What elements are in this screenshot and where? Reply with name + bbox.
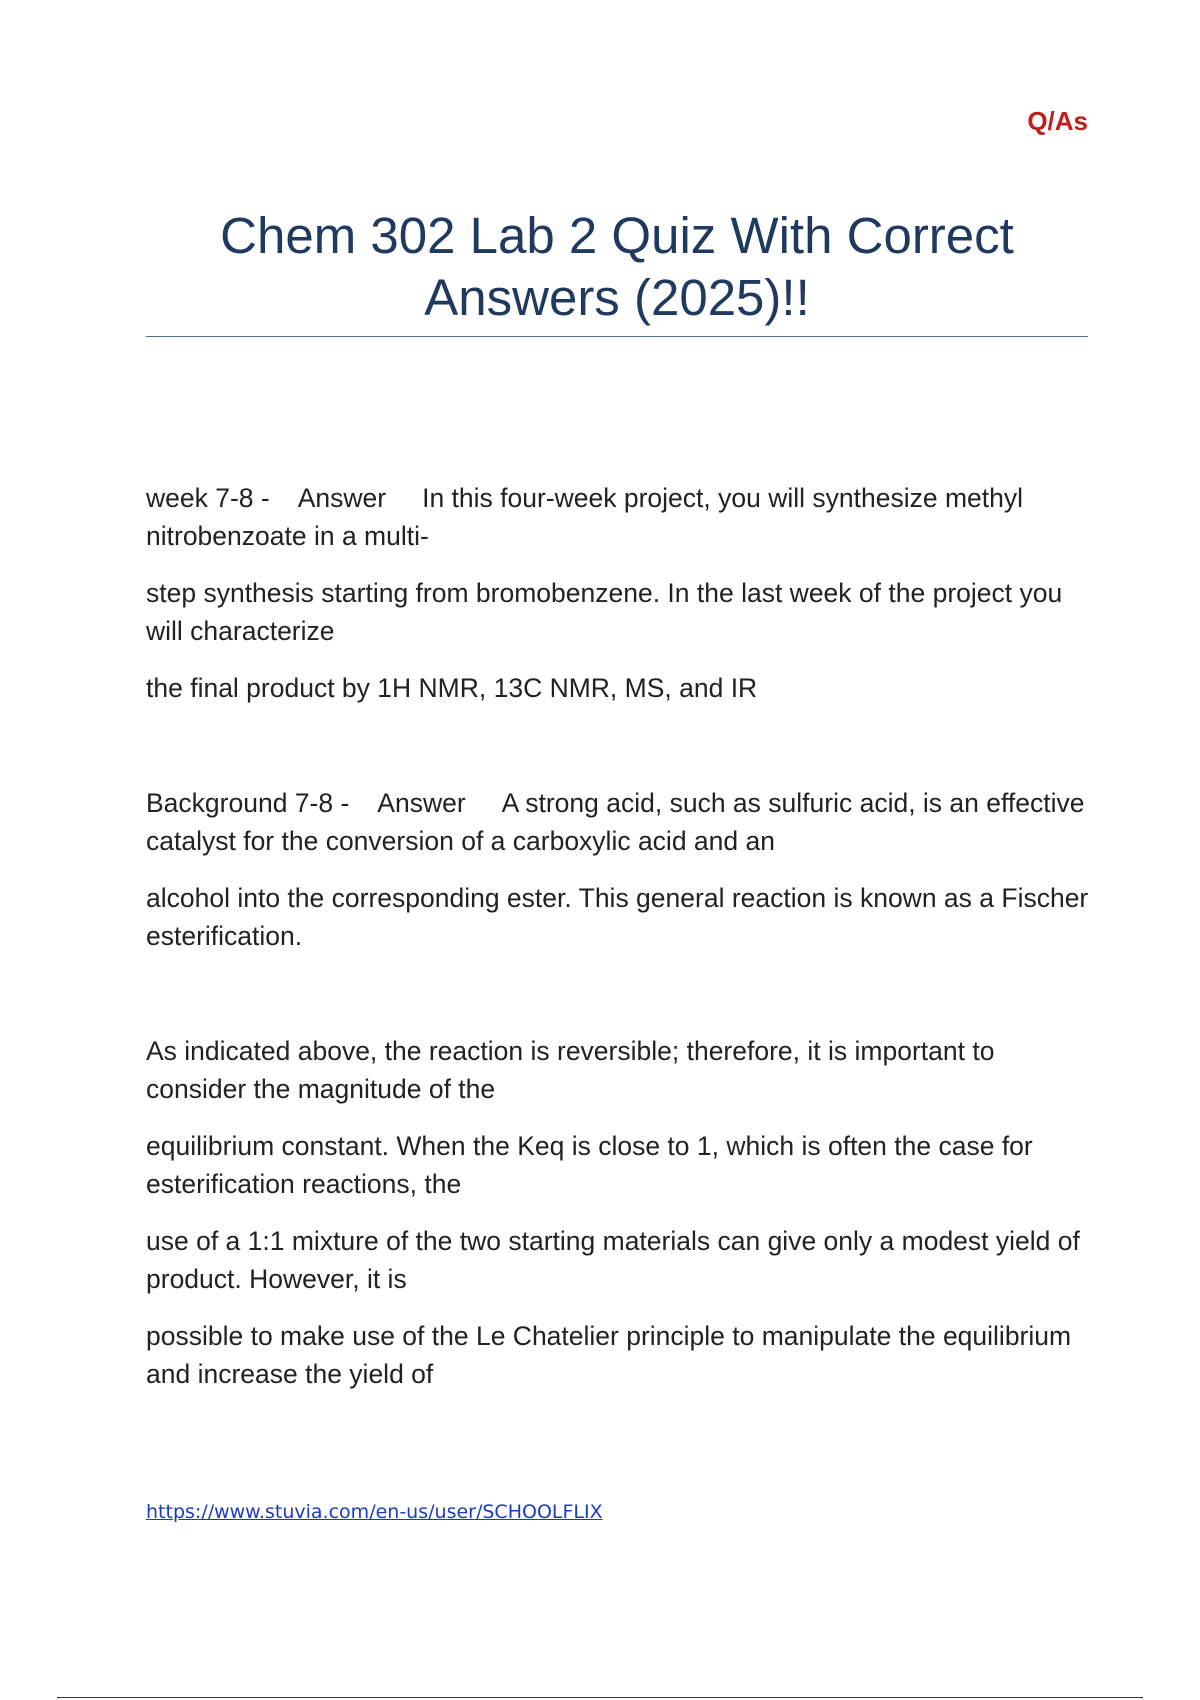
answer-paragraph: step synthesis starting from bromobenzene. In the last week of the project you will characterize (146, 578, 1063, 646)
answer-label: Answer (377, 788, 466, 818)
qa-item-1-first-line (146, 479, 1096, 555)
qa-item-2-first-line (146, 784, 1096, 860)
title-line-1: Chem 302 Lab 2 Quiz With Correct (220, 207, 1014, 264)
answer-text: In this four-week project, you will synthesize methyl nitrobenzoate in a multi- (146, 483, 1024, 551)
question-label: week 7-8 - (146, 483, 270, 513)
answer-text: A strong acid, such as sulfuric acid, is an effective catalyst for the conversion of a carboxylic acid and an (146, 788, 1085, 856)
qa-item-2 (146, 784, 1096, 955)
answer-paragraph: alcohol into the corresponding ester. This general reaction is known as a Fischer esterification. (146, 883, 1089, 951)
body-paragraph: use of a 1:1 mixture of the two starting materials can give only a modest yield of product. However, it is (146, 1226, 1080, 1294)
continuation-text (146, 1032, 1096, 1393)
body-paragraph: possible to make use of the Le Chatelier principle to manipulate the equilibrium and increase the yield of (146, 1321, 1072, 1389)
document-title (146, 205, 1088, 329)
body-paragraph: As indicated above, the reaction is reversible; therefore, it is important to consider the magnitude of the (146, 1036, 995, 1104)
answer-label: Answer (297, 483, 387, 513)
footer-divider (57, 1697, 1143, 1698)
source-link[interactable]: https://www.stuvia.com/en-us/user/SCHOOLFLIX (146, 1501, 603, 1523)
qa-item-1 (146, 479, 1096, 707)
title-underline (146, 336, 1088, 337)
body-paragraph: equilibrium constant. When the Keq is close to 1, which is often the case for esterification reactions, the (146, 1131, 1033, 1199)
title-line-2: Answers (2025)!! (424, 269, 810, 326)
question-label: Background 7-8 - (146, 788, 350, 818)
qa-tag: Q/As (1027, 106, 1088, 136)
answer-paragraph: the final product by 1H NMR, 13C NMR, MS, and IR (146, 673, 758, 703)
